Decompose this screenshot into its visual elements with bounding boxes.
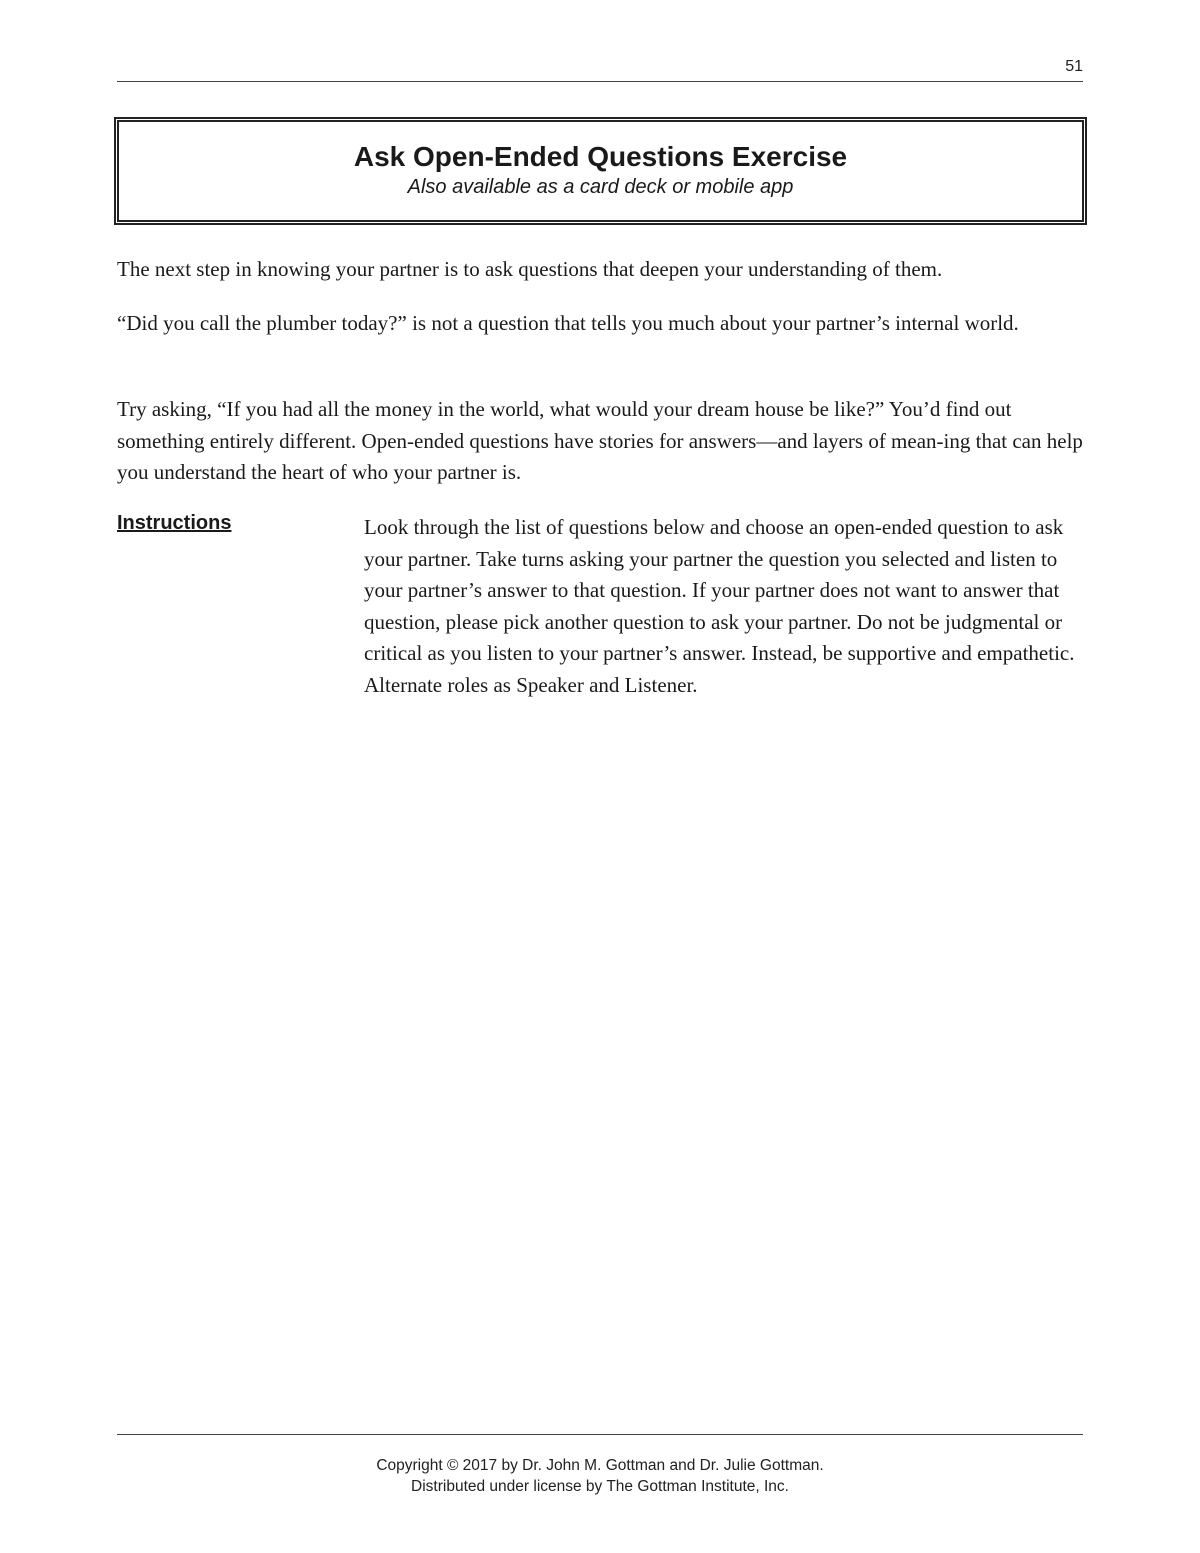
open-ended-paragraph: Try asking, “If you had all the money in the world, what would your dream house be like?” You’d find out something entirely different. Open-ended questions have stories for answers—and layers of mean-ing that can help you understand the heart of who your partner is. [117,397,1083,484]
page-subtitle: Also available as a card deck or mobile app [407,176,794,198]
example-paragraph: “Did you call the plumber today?” is not a question that tells you much about your partner’s internal world. [117,311,1019,335]
page-number: 51 [1065,58,1083,75]
intro-paragraph: The next step in knowing your partner is to ask questions that deepen your understanding of them. [117,257,943,281]
license-line: Distributed under license by The Gottman Institute, Inc. [411,1478,789,1495]
footer-divider [117,1434,1083,1435]
copyright-line: Copyright © 2017 by Dr. John M. Gottman and Dr. Julie Gottman. [376,1457,824,1474]
header-divider [117,81,1083,82]
page-title: Ask Open-Ended Questions Exercise [353,141,848,172]
footer [0,1455,1200,1497]
instructions-heading: Instructions [117,512,232,534]
instructions-text: Look through the list of questions below and choose an open-ended question to ask your partner. Take turns asking your partner the question you selected and listen to your partner’s answer to that question. If your partner does not want to answer that question, please pick another question to ask your partner. Do not be judgmental or critical as you listen to your partner’s answer. Instead, be supportive and empathetic. Alternate roles as Speaker and Listener. [364,515,1075,697]
title-box [114,117,1087,225]
